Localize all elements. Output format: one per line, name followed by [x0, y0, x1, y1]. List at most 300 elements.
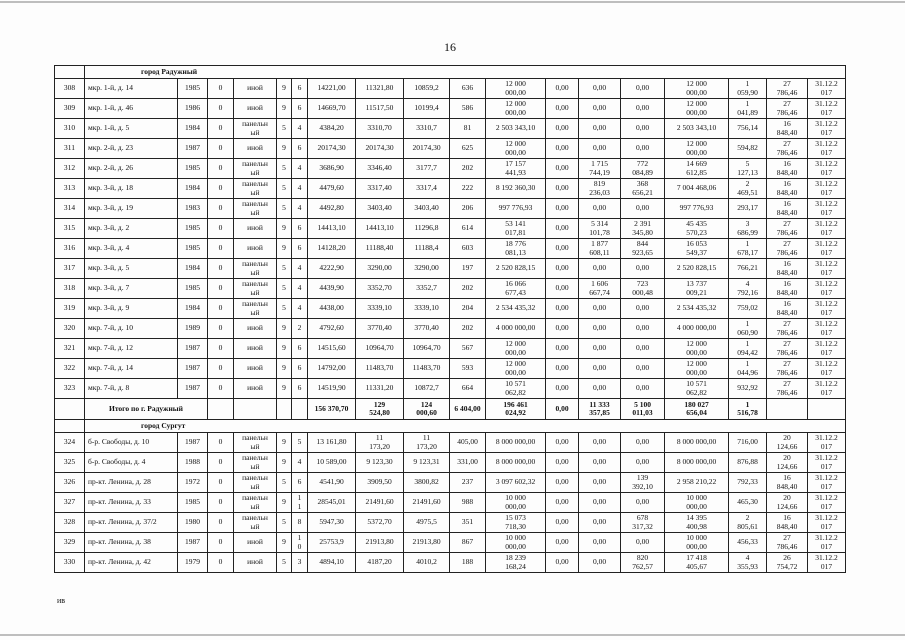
cell-address: мкр. 3-й, д. 18	[85, 179, 178, 199]
cell-limit: 27 786,46	[767, 219, 808, 239]
cell-owners: 12 000 000,00	[665, 139, 729, 159]
cell-owners: 2 534 435,32	[665, 299, 729, 319]
cell-year: 1985	[178, 219, 208, 239]
cell-owners: 12 000 000,00	[665, 79, 729, 99]
cell-entrances: 6	[292, 99, 308, 119]
cell-wall-material: иной	[234, 379, 277, 399]
cell-area-living: 11188,40	[356, 239, 404, 259]
table-row	[55, 553, 846, 573]
cell-num: 327	[55, 493, 85, 513]
cell-per-m2: 293,17	[729, 199, 767, 219]
cell-num: 328	[55, 513, 85, 533]
cell-deadline: 31.12.2 017	[808, 159, 846, 179]
cell-year-overhaul: 0	[208, 319, 234, 339]
cell-budget-a: 0,00	[579, 79, 621, 99]
cell-limit: 27 786,46	[767, 79, 808, 99]
cell-year-overhaul: 0	[208, 279, 234, 299]
cell-fund: 0,00	[546, 79, 579, 99]
cell-area-living: 3352,70	[356, 279, 404, 299]
cell-cost: 12 000 000,00	[486, 79, 546, 99]
cell-per-m2: 4 355,93	[729, 553, 767, 573]
cell-area-total: 13 161,80	[308, 433, 356, 453]
cell-limit: 26 754,72	[767, 553, 808, 573]
cell-floors: 5	[277, 553, 292, 573]
cell-deadline: 31.12.2 017	[808, 379, 846, 399]
cell-area-living: 11517,50	[356, 99, 404, 119]
scan-edge-bottom	[0, 634, 905, 636]
cell-area-residential: 3352,7	[404, 279, 450, 299]
cell-floors: 9	[277, 79, 292, 99]
scan-edge-top	[0, 1, 905, 3]
table-row	[55, 533, 846, 553]
cell-residents: 405,00	[450, 433, 486, 453]
cell-residents: 614	[450, 219, 486, 239]
cell-entrances: 5	[292, 433, 308, 453]
cell-per-m2: 1 094,42	[729, 339, 767, 359]
cell-residents: 351	[450, 513, 486, 533]
cell-wall-material: панельн ый	[234, 159, 277, 179]
cell-budget-a: 0,00	[579, 533, 621, 553]
total-owners: 180 027 656,04	[665, 399, 729, 420]
cell-deadline: 31.12.2 017	[808, 433, 846, 453]
table-row	[55, 239, 846, 259]
cell-year-overhaul: 0	[208, 359, 234, 379]
cell-entrances: 2	[292, 319, 308, 339]
cell-deadline: 31.12.2 017	[808, 239, 846, 259]
cell-address: мкр. 1-й, д. 14	[85, 79, 178, 99]
cell-area-living: 11483,70	[356, 359, 404, 379]
cell-area-total: 4384,20	[308, 119, 356, 139]
table-row	[55, 199, 846, 219]
section-row-surgut	[55, 420, 846, 433]
cell-address: пр-кт. Ленина, д. 37/2	[85, 513, 178, 533]
cell-residents: 202	[450, 279, 486, 299]
cell-entrances: 1 1	[292, 493, 308, 513]
cell-per-m2: 4 792,16	[729, 279, 767, 299]
cell-floors: 9	[277, 379, 292, 399]
cell-num: 317	[55, 259, 85, 279]
cell-budget-b: 368 656,21	[621, 179, 665, 199]
total-label: Итого по г. Радужный	[85, 399, 208, 420]
cell-area-total: 14221,00	[308, 79, 356, 99]
cell-address: пр-кт. Ленина, д. 28	[85, 473, 178, 493]
cell-owners: 45 435 570,23	[665, 219, 729, 239]
cell-year: 1985	[178, 79, 208, 99]
cell-year-overhaul: 0	[208, 339, 234, 359]
cell-deadline: 31.12.2 017	[808, 259, 846, 279]
cell-area-total: 5947,30	[308, 513, 356, 533]
cell-entrances: 4	[292, 199, 308, 219]
cell-deadline: 31.12.2 017	[808, 99, 846, 119]
cell-address: б-р. Свободы, д. 4	[85, 453, 178, 473]
cell-entrances: 4	[292, 279, 308, 299]
cell-deadline: 31.12.2 017	[808, 453, 846, 473]
cell-year: 1987	[178, 533, 208, 553]
cell-year-overhaul: 0	[208, 533, 234, 553]
cell-entrances: 6	[292, 139, 308, 159]
cell-owners: 16 053 549,37	[665, 239, 729, 259]
cell-area-residential: 3177,7	[404, 159, 450, 179]
cell-year: 1985	[178, 239, 208, 259]
cell-fund: 0,00	[546, 199, 579, 219]
cell-address: мкр. 3-й, д. 9	[85, 299, 178, 319]
cell-wall-material: иной	[234, 359, 277, 379]
cell-residents: 636	[450, 79, 486, 99]
cell-area-living: 5372,70	[356, 513, 404, 533]
cell-owners: 8 000 000,00	[665, 433, 729, 453]
cell-year: 1987	[178, 359, 208, 379]
cell-year-overhaul: 0	[208, 139, 234, 159]
cell-owners: 997 776,93	[665, 199, 729, 219]
cell-fund: 0,00	[546, 553, 579, 573]
cell-wall-material: иной	[234, 139, 277, 159]
cell-address: мкр. 1-й, д. 46	[85, 99, 178, 119]
cell-num: 314	[55, 199, 85, 219]
cell-residents: 202	[450, 319, 486, 339]
cell-per-m2: 465,30	[729, 493, 767, 513]
cell-area-residential: 3800,82	[404, 473, 450, 493]
cell-deadline: 31.12.2 017	[808, 179, 846, 199]
cell-wall-material: панельн ый	[234, 299, 277, 319]
cell-num: 321	[55, 339, 85, 359]
cell-area-residential: 11296,8	[404, 219, 450, 239]
cell-budget-b: 772 084,89	[621, 159, 665, 179]
cell-wall-material: иной	[234, 239, 277, 259]
cell-area-residential: 11 173,20	[404, 433, 450, 453]
cell-year: 1987	[178, 139, 208, 159]
cell-floors: 5	[277, 473, 292, 493]
cell-deadline: 31.12.2 017	[808, 279, 846, 299]
cell-residents: 625	[450, 139, 486, 159]
cell-limit: 20 124,66	[767, 493, 808, 513]
cell-limit: 16 848,40	[767, 119, 808, 139]
cell-cost: 2 534 435,32	[486, 299, 546, 319]
cell-deadline: 31.12.2 017	[808, 493, 846, 513]
cell-year-overhaul: 0	[208, 199, 234, 219]
table-row	[55, 99, 846, 119]
cell-limit: 27 786,46	[767, 239, 808, 259]
cell-deadline: 31.12.2 017	[808, 199, 846, 219]
cell-area-residential: 10872,7	[404, 379, 450, 399]
cell-floors: 9	[277, 359, 292, 379]
cell-owners: 13 737 009,21	[665, 279, 729, 299]
cell-deadline: 31.12.2 017	[808, 139, 846, 159]
cell-fund: 0,00	[546, 99, 579, 119]
cell-deadline: 31.12.2 017	[808, 299, 846, 319]
cell-wall-material: иной	[234, 553, 277, 573]
cell-residents: 188	[450, 553, 486, 573]
cell-deadline: 31.12.2 017	[808, 533, 846, 553]
cell-per-m2: 1 059,90	[729, 79, 767, 99]
cell-floors: 9	[277, 533, 292, 553]
table-row	[55, 139, 846, 159]
cell-fund: 0,00	[546, 453, 579, 473]
cell-cost: 12 000 000,00	[486, 99, 546, 119]
cell-budget-a: 0,00	[579, 553, 621, 573]
cell-year-overhaul: 0	[208, 379, 234, 399]
cell-floors: 9	[277, 319, 292, 339]
cell-budget-b: 0,00	[621, 319, 665, 339]
cell-owners: 12 000 000,00	[665, 359, 729, 379]
cell-area-total: 4479,60	[308, 179, 356, 199]
cell-year-overhaul: 0	[208, 453, 234, 473]
cell-budget-b: 0,00	[621, 493, 665, 513]
cell-fund: 0,00	[546, 239, 579, 259]
cell-residents: 567	[450, 339, 486, 359]
cell-year: 1972	[178, 473, 208, 493]
cell-year: 1984	[178, 259, 208, 279]
cell-wall-material: иной	[234, 219, 277, 239]
cell-entrances: 4	[292, 179, 308, 199]
cell-budget-a: 0,00	[579, 493, 621, 513]
cell-area-total: 4792,60	[308, 319, 356, 339]
cell-residents: 202	[450, 159, 486, 179]
cell-limit: 16 848,40	[767, 473, 808, 493]
cell-per-m2: 1 060,90	[729, 319, 767, 339]
table-row	[55, 339, 846, 359]
cell-budget-b: 844 923,65	[621, 239, 665, 259]
cell-floors: 9	[277, 339, 292, 359]
cell-fund: 0,00	[546, 359, 579, 379]
cell-owners: 7 004 468,06	[665, 179, 729, 199]
cell-fund: 0,00	[546, 533, 579, 553]
cell-deadline: 31.12.2 017	[808, 219, 846, 239]
cell-owners: 4 000 000,00	[665, 319, 729, 339]
section-title: город Сургут	[85, 420, 846, 433]
cell-limit: 20 124,66	[767, 433, 808, 453]
cell-per-m2: 3 686,99	[729, 219, 767, 239]
cell-fund: 0,00	[546, 379, 579, 399]
total-budget-b: 5 100 011,03	[621, 399, 665, 420]
cell-area-residential: 10964,70	[404, 339, 450, 359]
cell-area-living: 14413,10	[356, 219, 404, 239]
cell-per-m2: 1 041,89	[729, 99, 767, 119]
cell-budget-a: 0,00	[579, 259, 621, 279]
cell-budget-b: 2 391 345,80	[621, 219, 665, 239]
cell-owners: 10 000 000,00	[665, 493, 729, 513]
cell-year: 1984	[178, 179, 208, 199]
table-row	[55, 79, 846, 99]
cell-fund: 0,00	[546, 279, 579, 299]
cell-area-residential: 11483,70	[404, 359, 450, 379]
cell-budget-a: 1 606 667,74	[579, 279, 621, 299]
cell-floors: 9	[277, 453, 292, 473]
cell-area-residential: 3310,7	[404, 119, 450, 139]
cell-area-total: 4222,90	[308, 259, 356, 279]
cell-budget-a: 0,00	[579, 319, 621, 339]
cell-address: мкр. 1-й, д. 5	[85, 119, 178, 139]
cell-year-overhaul: 0	[208, 553, 234, 573]
cell-year: 1988	[178, 453, 208, 473]
table-row	[55, 119, 846, 139]
cell-budget-a: 0,00	[579, 119, 621, 139]
cell-budget-b: 0,00	[621, 299, 665, 319]
cell-cost: 8 000 000,00	[486, 433, 546, 453]
cell-cost: 2 520 828,15	[486, 259, 546, 279]
cell-area-residential: 4975,5	[404, 513, 450, 533]
cell-num: 322	[55, 359, 85, 379]
cell-residents: 988	[450, 493, 486, 513]
cell-area-total: 4492,80	[308, 199, 356, 219]
cell-owners: 10 571 062,82	[665, 379, 729, 399]
cell-cost: 10 000 000,00	[486, 533, 546, 553]
cell-num: 318	[55, 279, 85, 299]
cell-entrances: 6	[292, 359, 308, 379]
total-budget-a: 11 333 357,85	[579, 399, 621, 420]
cell-area-residential: 20174,30	[404, 139, 450, 159]
cell-fund: 0,00	[546, 493, 579, 513]
cell-residents: 197	[450, 259, 486, 279]
cell-limit: 27 786,46	[767, 139, 808, 159]
cell-owners: 14 669 612,85	[665, 159, 729, 179]
cell-deadline	[808, 399, 846, 420]
cell-floors: 5	[277, 119, 292, 139]
cell-limit: 16 848,40	[767, 199, 808, 219]
table-row	[55, 379, 846, 399]
table-row	[55, 319, 846, 339]
section-title: город Радужный	[85, 66, 846, 79]
cell-area-living: 3770,40	[356, 319, 404, 339]
cell-fund: 0,00	[546, 259, 579, 279]
cell-num: 323	[55, 379, 85, 399]
cell-floors: 9	[277, 99, 292, 119]
cell-budget-b: 0,00	[621, 379, 665, 399]
cell-entrances: 1 0	[292, 533, 308, 553]
cell-entrances: 6	[292, 473, 308, 493]
cell-fund: 0,00	[546, 139, 579, 159]
cell-limit: 27 786,46	[767, 379, 808, 399]
cell-wall-material: панельн ый	[234, 433, 277, 453]
cell-fund: 0,00	[546, 433, 579, 453]
cell-area-residential: 3290,00	[404, 259, 450, 279]
table-row	[55, 473, 846, 493]
cell-per-m2: 766,21	[729, 259, 767, 279]
cell-limit: 27 786,46	[767, 99, 808, 119]
cell-wall-material: иной	[234, 339, 277, 359]
cell-residents: 586	[450, 99, 486, 119]
cell-budget-b: 820 762,57	[621, 553, 665, 573]
cell-budget-a: 0,00	[579, 339, 621, 359]
cell-fund: 0,00	[546, 513, 579, 533]
cell-area-residential: 3339,10	[404, 299, 450, 319]
total-residents: 6 404,00	[450, 399, 486, 420]
cell-address: мкр. 7-й, д. 10	[85, 319, 178, 339]
cell-residents: 593	[450, 359, 486, 379]
cell-area-living: 4187,20	[356, 553, 404, 573]
cell-num: 311	[55, 139, 85, 159]
cell-cost: 15 073 718,30	[486, 513, 546, 533]
cell-limit: 20 124,66	[767, 453, 808, 473]
cell-area-living: 3346,40	[356, 159, 404, 179]
cell-entrances: 4	[292, 453, 308, 473]
total-fund: 0,00	[546, 399, 579, 420]
cell-owners: 8 000 000,00	[665, 453, 729, 473]
cell-num: 329	[55, 533, 85, 553]
cell-wall-material	[234, 399, 277, 420]
cell-budget-b: 0,00	[621, 359, 665, 379]
cell-per-m2: 756,14	[729, 119, 767, 139]
cell-deadline: 31.12.2 017	[808, 339, 846, 359]
cell-budget-b: 0,00	[621, 119, 665, 139]
cell-limit: 16 848,40	[767, 279, 808, 299]
cell-deadline: 31.12.2 017	[808, 473, 846, 493]
cell-year-overhaul: 0	[208, 473, 234, 493]
cell-year-overhaul: 0	[208, 239, 234, 259]
cell-floors: 5	[277, 259, 292, 279]
cell-area-living: 20174,30	[356, 139, 404, 159]
cell-num: 309	[55, 99, 85, 119]
cell-cost: 12 000 000,00	[486, 139, 546, 159]
cell-limit: 16 848,40	[767, 259, 808, 279]
cell-area-living: 10964,70	[356, 339, 404, 359]
cell-owners: 2 503 343,10	[665, 119, 729, 139]
cell-area-living: 3290,00	[356, 259, 404, 279]
cell-cost: 17 157 441,93	[486, 159, 546, 179]
cell-year-overhaul: 0	[208, 259, 234, 279]
cell-num: 319	[55, 299, 85, 319]
cell-area-residential: 3317,4	[404, 179, 450, 199]
cell-deadline: 31.12.2 017	[808, 553, 846, 573]
cell-budget-a: 1 715 744,19	[579, 159, 621, 179]
cell-budget-a: 5 314 101,78	[579, 219, 621, 239]
cell-budget-b: 723 000,48	[621, 279, 665, 299]
cell-budget-a: 0,00	[579, 359, 621, 379]
section-row-raduzhny	[55, 66, 846, 79]
cell-owners: 2 520 828,15	[665, 259, 729, 279]
cell-owners: 12 000 000,00	[665, 339, 729, 359]
cell-address: пр-кт. Ленина, д. 42	[85, 553, 178, 573]
cell-year: 1983	[178, 199, 208, 219]
cell-budget-a: 0,00	[579, 379, 621, 399]
cell-budget-b: 678 317,32	[621, 513, 665, 533]
cell-budget-b: 0,00	[621, 259, 665, 279]
cell-num: 310	[55, 119, 85, 139]
cell-entrances: 4	[292, 299, 308, 319]
cell-address: мкр. 7-й, д. 14	[85, 359, 178, 379]
cell-address: пр-кт. Ленина, д. 33	[85, 493, 178, 513]
cell-area-total: 4438,00	[308, 299, 356, 319]
cell-residents: 664	[450, 379, 486, 399]
cell-year-overhaul: 0	[208, 99, 234, 119]
cell-fund: 0,00	[546, 219, 579, 239]
cell-entrances: 6	[292, 379, 308, 399]
cell-deadline: 31.12.2 017	[808, 359, 846, 379]
cell-cost: 10 571 062,82	[486, 379, 546, 399]
cell-owners: 10 000 000,00	[665, 533, 729, 553]
cell-wall-material: иной	[234, 533, 277, 553]
cell-num: 316	[55, 239, 85, 259]
cell-address: мкр. 7-й, д. 12	[85, 339, 178, 359]
cell-area-residential: 3770,40	[404, 319, 450, 339]
cell-floors: 9	[277, 239, 292, 259]
table-row	[55, 259, 846, 279]
cell-year: 1987	[178, 433, 208, 453]
cell-area-living: 3339,10	[356, 299, 404, 319]
cell-year: 1984	[178, 299, 208, 319]
total-cost: 196 461 024,92	[486, 399, 546, 420]
cell-floors	[277, 399, 292, 420]
cell-floors: 9	[277, 219, 292, 239]
table-row	[55, 433, 846, 453]
cell-owners: 12 000 000,00	[665, 99, 729, 119]
table-row	[55, 359, 846, 379]
cell-area-total: 14669,70	[308, 99, 356, 119]
cell-wall-material: иной	[234, 99, 277, 119]
cell-num: 326	[55, 473, 85, 493]
cell-budget-b: 139 392,10	[621, 473, 665, 493]
cell-budget-a: 0,00	[579, 139, 621, 159]
cell-num: 313	[55, 179, 85, 199]
